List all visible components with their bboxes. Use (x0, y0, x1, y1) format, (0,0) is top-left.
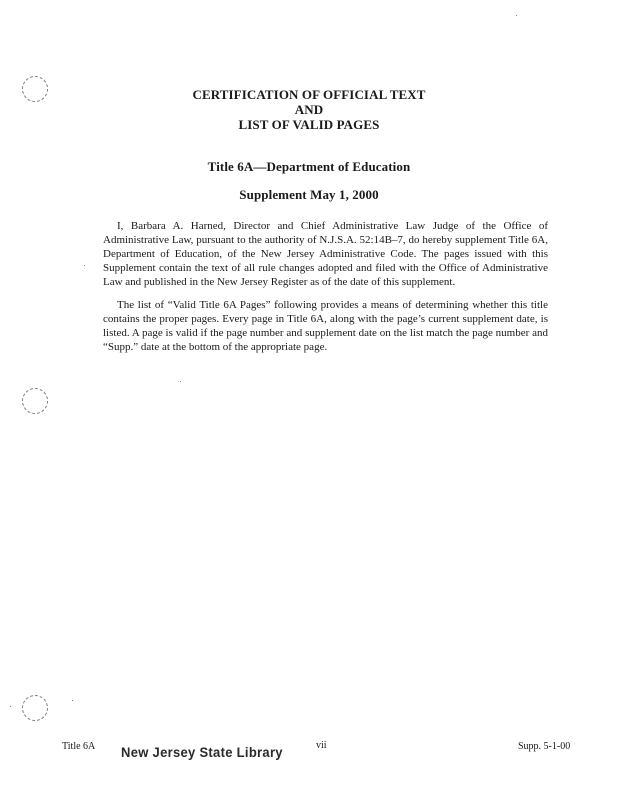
footer-title: Title 6A (62, 741, 96, 752)
scan-speck (180, 381, 181, 382)
scan-speck (72, 700, 73, 701)
supplement-date: Supp. 5-1-00 (518, 741, 571, 752)
certification-heading-line3: LIST OF VALID PAGES (238, 117, 380, 132)
scan-speck (84, 265, 85, 266)
title-heading: Title 6A—Department of Education (207, 159, 411, 174)
scan-speck (10, 706, 11, 707)
certification-heading-line2: AND (294, 102, 324, 117)
scan-speck (516, 15, 517, 16)
valid-pages-paragraph: The list of “Valid Title 6A Pages” following provides a means of determining whether this title contains the proper pages. Every page in Title 6A, along with the page’s current supplement date, is listed. A page is valid if the page number and supplement date on the list match the page number and “Supp.” date at the bottom of the appropriate page. (103, 299, 548, 353)
certification-paragraph: I, Barbara A. Harned, Director and Chief Administrative Law Judge of the Office of Administrative Law, pursuant to the authority of N.J.S.A. 52:14B–7, do hereby supplement Title 6A, Department of Education, of the New Jersey Administrative Code. The pages issued with this Supplement contain the text of all rule changes adopted and filed with the Office of Administrative Law and published in the New Jersey Register as of the date of this supplement. (103, 220, 548, 288)
supplement-heading: Supplement May 1, 2000 (239, 187, 379, 202)
binder-hole-middle (22, 388, 48, 414)
binder-hole-bottom (22, 695, 48, 721)
library-stamp: New Jersey State Library (121, 744, 283, 761)
certification-heading-line1: CERTIFICATION OF OFFICIAL TEXT (192, 87, 426, 102)
page-number: vii (316, 740, 327, 751)
